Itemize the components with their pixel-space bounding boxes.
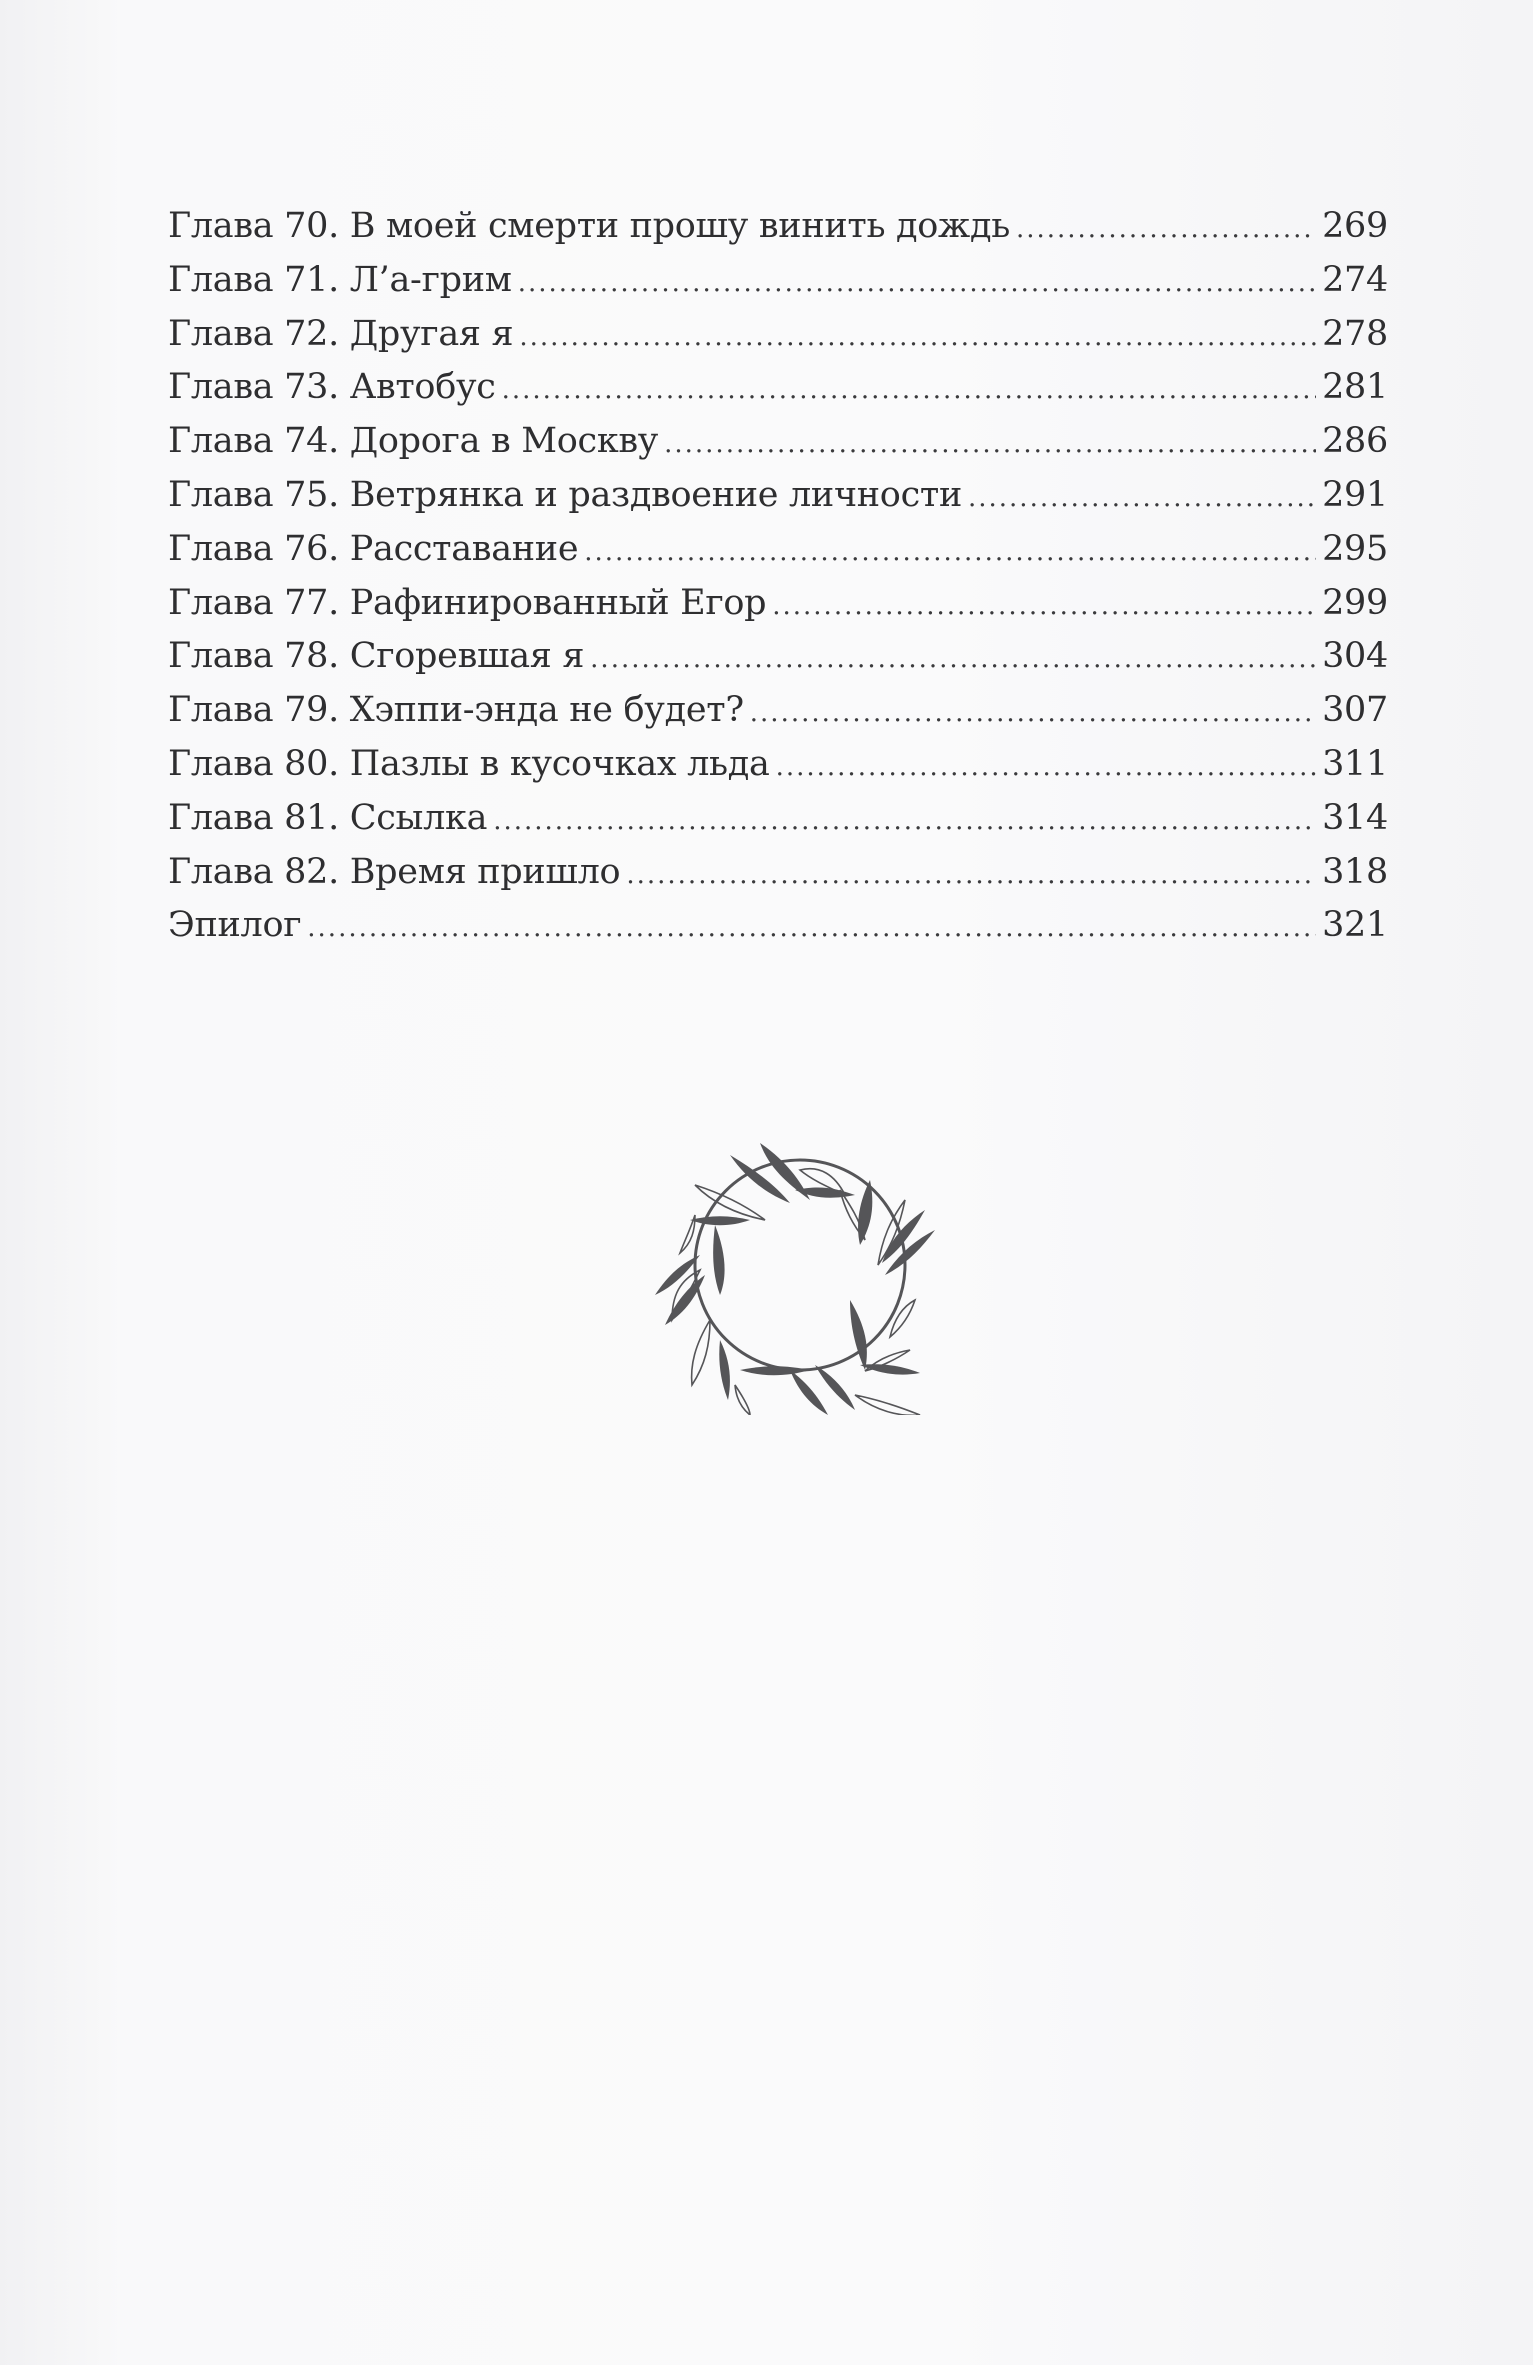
toc-entry-page: 307	[1322, 690, 1388, 731]
dot-leader	[772, 580, 1316, 634]
toc-entry-title: Глава 75. Ветрянка и раздвоение личности	[168, 474, 962, 515]
dot-leader	[502, 364, 1317, 418]
leaf-wreath-icon	[650, 1115, 950, 1415]
toc-entry-page: 291	[1322, 474, 1388, 515]
dot-leader	[584, 526, 1316, 580]
toc-entry-page: 311	[1322, 743, 1388, 784]
dot-leader	[519, 311, 1316, 365]
toc-entry-title: Глава 70. В моей смерти прошу винить дождь	[168, 206, 1010, 246]
toc-entry-title: Глава 71. Л’а-грим	[168, 259, 512, 300]
toc-entry-title: Глава 74. Дорога в Москву	[168, 421, 659, 462]
toc-entry-title: Глава 80. Пазлы в кусочках льда	[168, 743, 770, 784]
dot-leader	[493, 795, 1316, 849]
toc-entry	[168, 361, 1388, 415]
toc-entry-title: Эпилог	[168, 905, 302, 946]
toc-entry-title: Глава 77. Рафинированный Егор	[168, 582, 767, 623]
toc-entry	[168, 200, 1388, 254]
toc-entry-page: 274	[1322, 259, 1388, 300]
toc-entry-page: 295	[1322, 528, 1388, 569]
toc-entry-page: 269	[1322, 206, 1388, 246]
dot-leader	[590, 633, 1316, 687]
toc-entry-page: 304	[1322, 636, 1388, 677]
toc-entry	[168, 254, 1388, 308]
dot-leader	[664, 418, 1316, 472]
toc-entry-page: 314	[1322, 797, 1388, 838]
toc-entry	[168, 792, 1388, 846]
toc-entry-page: 286	[1322, 421, 1388, 462]
toc-entry	[168, 415, 1388, 469]
dot-leader	[307, 902, 1316, 956]
toc-entry-title: Глава 79. Хэппи-энда не будет?	[168, 690, 744, 731]
dot-leader	[626, 849, 1316, 903]
toc-entry-title: Глава 73. Автобус	[168, 367, 496, 408]
toc-entry-page: 278	[1322, 313, 1388, 354]
toc-entry	[168, 523, 1388, 577]
toc-entry-title: Глава 72. Другая я	[168, 313, 514, 354]
dot-leader	[1016, 203, 1316, 257]
toc-entry-title: Глава 76. Расставание	[168, 528, 579, 569]
dot-leader	[968, 472, 1316, 526]
toc-entry-title: Глава 78. Сгоревшая я	[168, 636, 585, 677]
dot-leader	[776, 741, 1317, 795]
toc-entry	[168, 738, 1388, 792]
toc-entry	[168, 846, 1388, 900]
toc-entry-page: 281	[1322, 367, 1388, 408]
toc-entry	[168, 469, 1388, 523]
dot-leader	[518, 257, 1316, 311]
table-of-contents	[168, 200, 1388, 953]
toc-entry-page: 318	[1322, 851, 1388, 892]
toc-entry-page: 321	[1322, 905, 1388, 946]
toc-entry-title: Глава 81. Ссылка	[168, 797, 488, 838]
toc-entry-title: Глава 82. Время пришло	[168, 851, 621, 892]
dot-leader	[750, 687, 1316, 741]
toc-entry	[168, 308, 1388, 362]
toc-entry	[168, 684, 1388, 738]
toc-entry	[168, 577, 1388, 631]
toc-entry	[168, 630, 1388, 684]
toc-entry-page: 299	[1322, 582, 1388, 623]
toc-entry-epilogue	[168, 899, 1388, 953]
